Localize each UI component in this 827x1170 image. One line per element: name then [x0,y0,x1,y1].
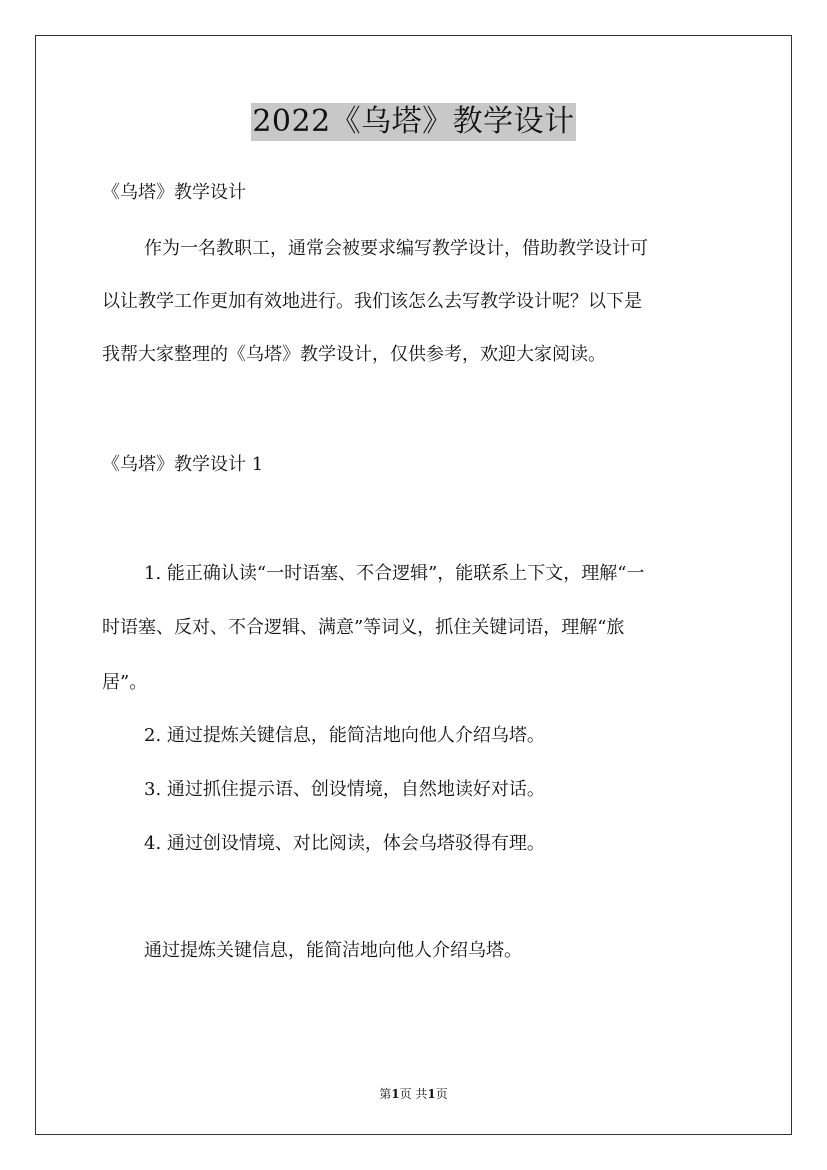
objective-1-line-1: 1. 能正确认读“一时语塞、不合逻辑”，能联系上下文，理解“一 [144,563,645,584]
document-title: 2022《乌塔》教学设计 [252,104,575,139]
objective-2: 2. 通过提炼关键信息，能简洁地向他人介绍乌塔。 [144,725,545,746]
title-container [0,103,827,141]
objective-3: 3. 通过抓住提示语、创设情境，自然地读好对话。 [144,779,545,800]
footer-page-current: 1 [391,1087,400,1101]
teaching-focus: 通过提炼关键信息，能简洁地向他人介绍乌塔。 [144,940,522,961]
page-footer [0,1085,827,1102]
subtitle: 《乌塔》教学设计 [102,182,246,203]
footer-page-total: 1 [427,1087,436,1101]
objective-1-line-3: 居”。 [102,672,148,693]
footer-page-prefix: 第 [379,1087,392,1101]
footer-page-suffix: 页 [435,1087,448,1101]
footer-page-mid: 页 共 [399,1087,428,1101]
objective-4: 4. 通过创设情境、对比阅读，体会乌塔驳得有理。 [144,833,545,854]
intro-line-2: 以让教学工作更加有效地进行。我们该怎么去写教学设计呢？以下是 [102,291,642,312]
objective-1-line-2: 时语塞、反对、不合逻辑、满意”等词义，抓住关键词语，理解“旅 [102,617,625,638]
intro-line-3: 我帮大家整理的《乌塔》教学设计，仅供参考，欢迎大家阅读。 [102,344,606,365]
section-heading: 《乌塔》教学设计 1 [102,454,264,475]
intro-line-1: 作为一名教职工，通常会被要求编写教学设计，借助教学设计可 [144,238,648,259]
